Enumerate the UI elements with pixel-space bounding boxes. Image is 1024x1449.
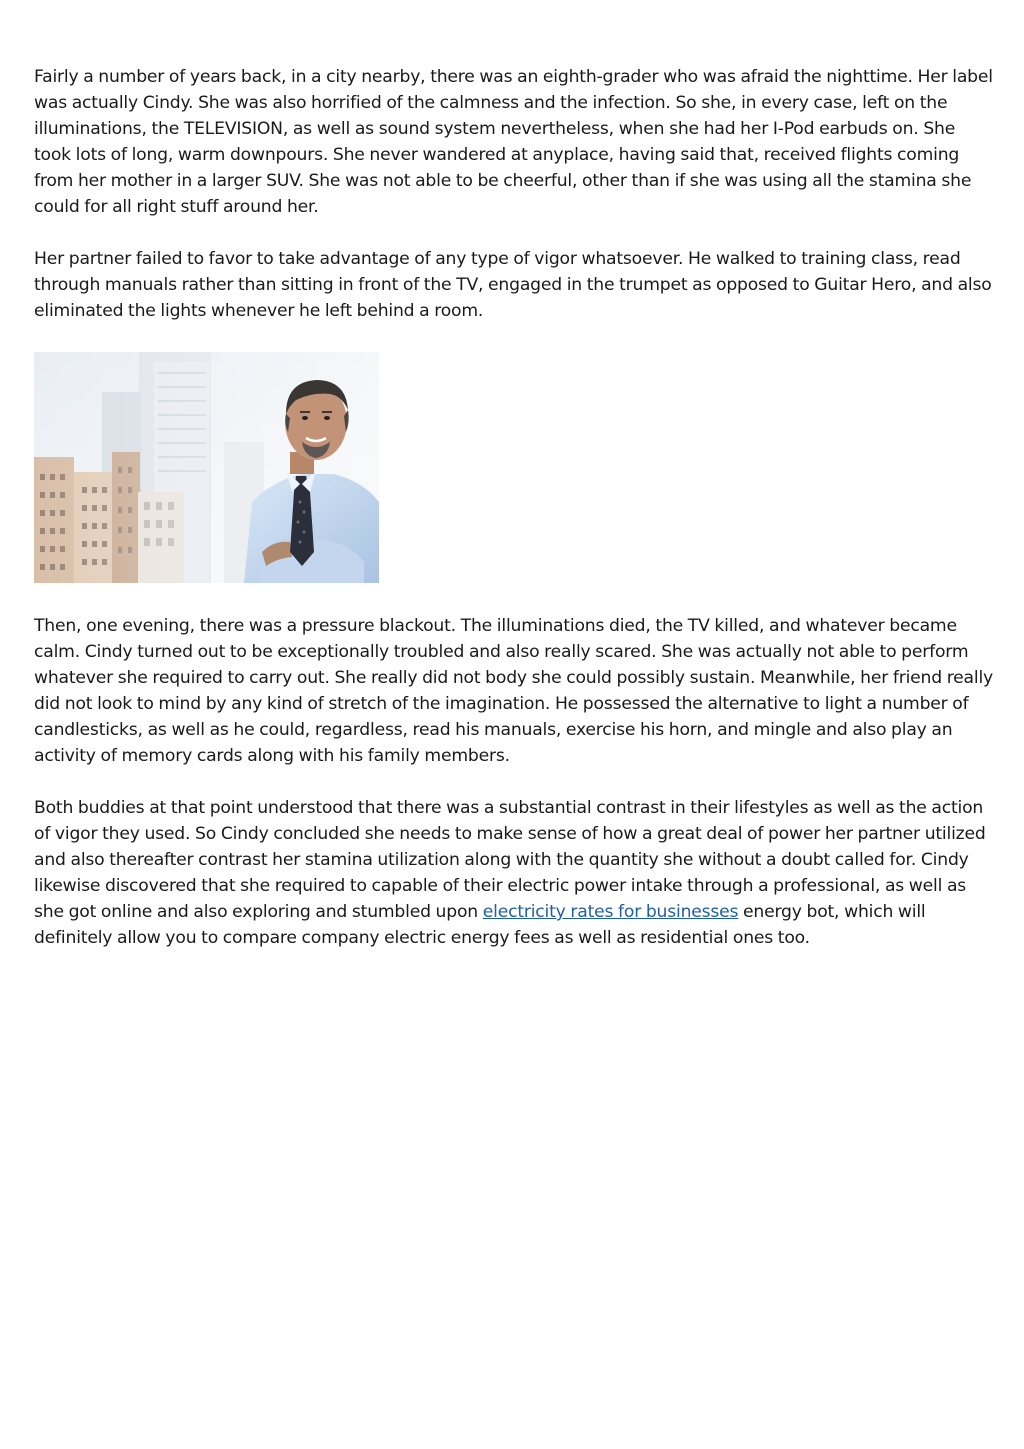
paragraph-4-text-start: Both buddies at that point understood that there was a substantial contrast in their lifestyles as well as the action of vigor they used. So Cindy concluded she needs to make sense of how a great deal of power her partner utilized and also thereafter contrast her stamina utilization along with the quantity she without a doubt called for. Cindy likewise discovered that she required to capable of their electric power intake through a professional, as well as she got online and also exploring and stumbled upon (34, 798, 986, 922)
article-body (34, 64, 994, 951)
paragraph-4-text-end: energy bot, which will definitely allow you to compare company electric energy fees as well as residential ones too. (34, 902, 926, 948)
paragraph-2: Her partner failed to favor to take advantage of any type of vigor whatsoever. He walked to training class, read through manuals rather than sitting in front of the TV, engaged in the trumpet as opposed to Guitar Hero, and also eliminated the lights whenever he left behind a room. (34, 249, 992, 321)
electricity-rates-link[interactable]: electricity rates for businesses (482, 902, 739, 922)
paragraph-1: Fairly a number of years back, in a city nearby, there was an eighth-grader who was afraid the nighttime. Her label was actually Cindy. She was also horrified of the calmness and the infection. So she, in every case, left on the illuminations, the TELEVISION, as well as sound system nevertheless, when she had her I-Pod earbuds on. She took lots of long, warm downpours. She never wandered at anyplace, having said that, received flights coming from her mother in a larger SUV. She was not able to be cheerful, other than if she was using all the stamina she could for all right stuff around her. (34, 67, 993, 217)
businessman-photo (34, 352, 379, 583)
paragraph-3: Then, one evening, there was a pressure blackout. The illuminations died, the TV killed, and whatever became calm. Cindy turned out to be exceptionally troubled and also really scared. She was actually not able to perform whatever she required to carry out. She really did not body she could possibly sustain. Meanwhile, her friend really did not look to mind by any kind of stretch of the imagination. He possessed the alternative to light a number of candlesticks, as well as he could, regardless, read his manuals, exercise his horn, and mingle and also play an activity of memory cards along with his family members. (34, 616, 994, 766)
paragraph-4 (34, 795, 994, 951)
